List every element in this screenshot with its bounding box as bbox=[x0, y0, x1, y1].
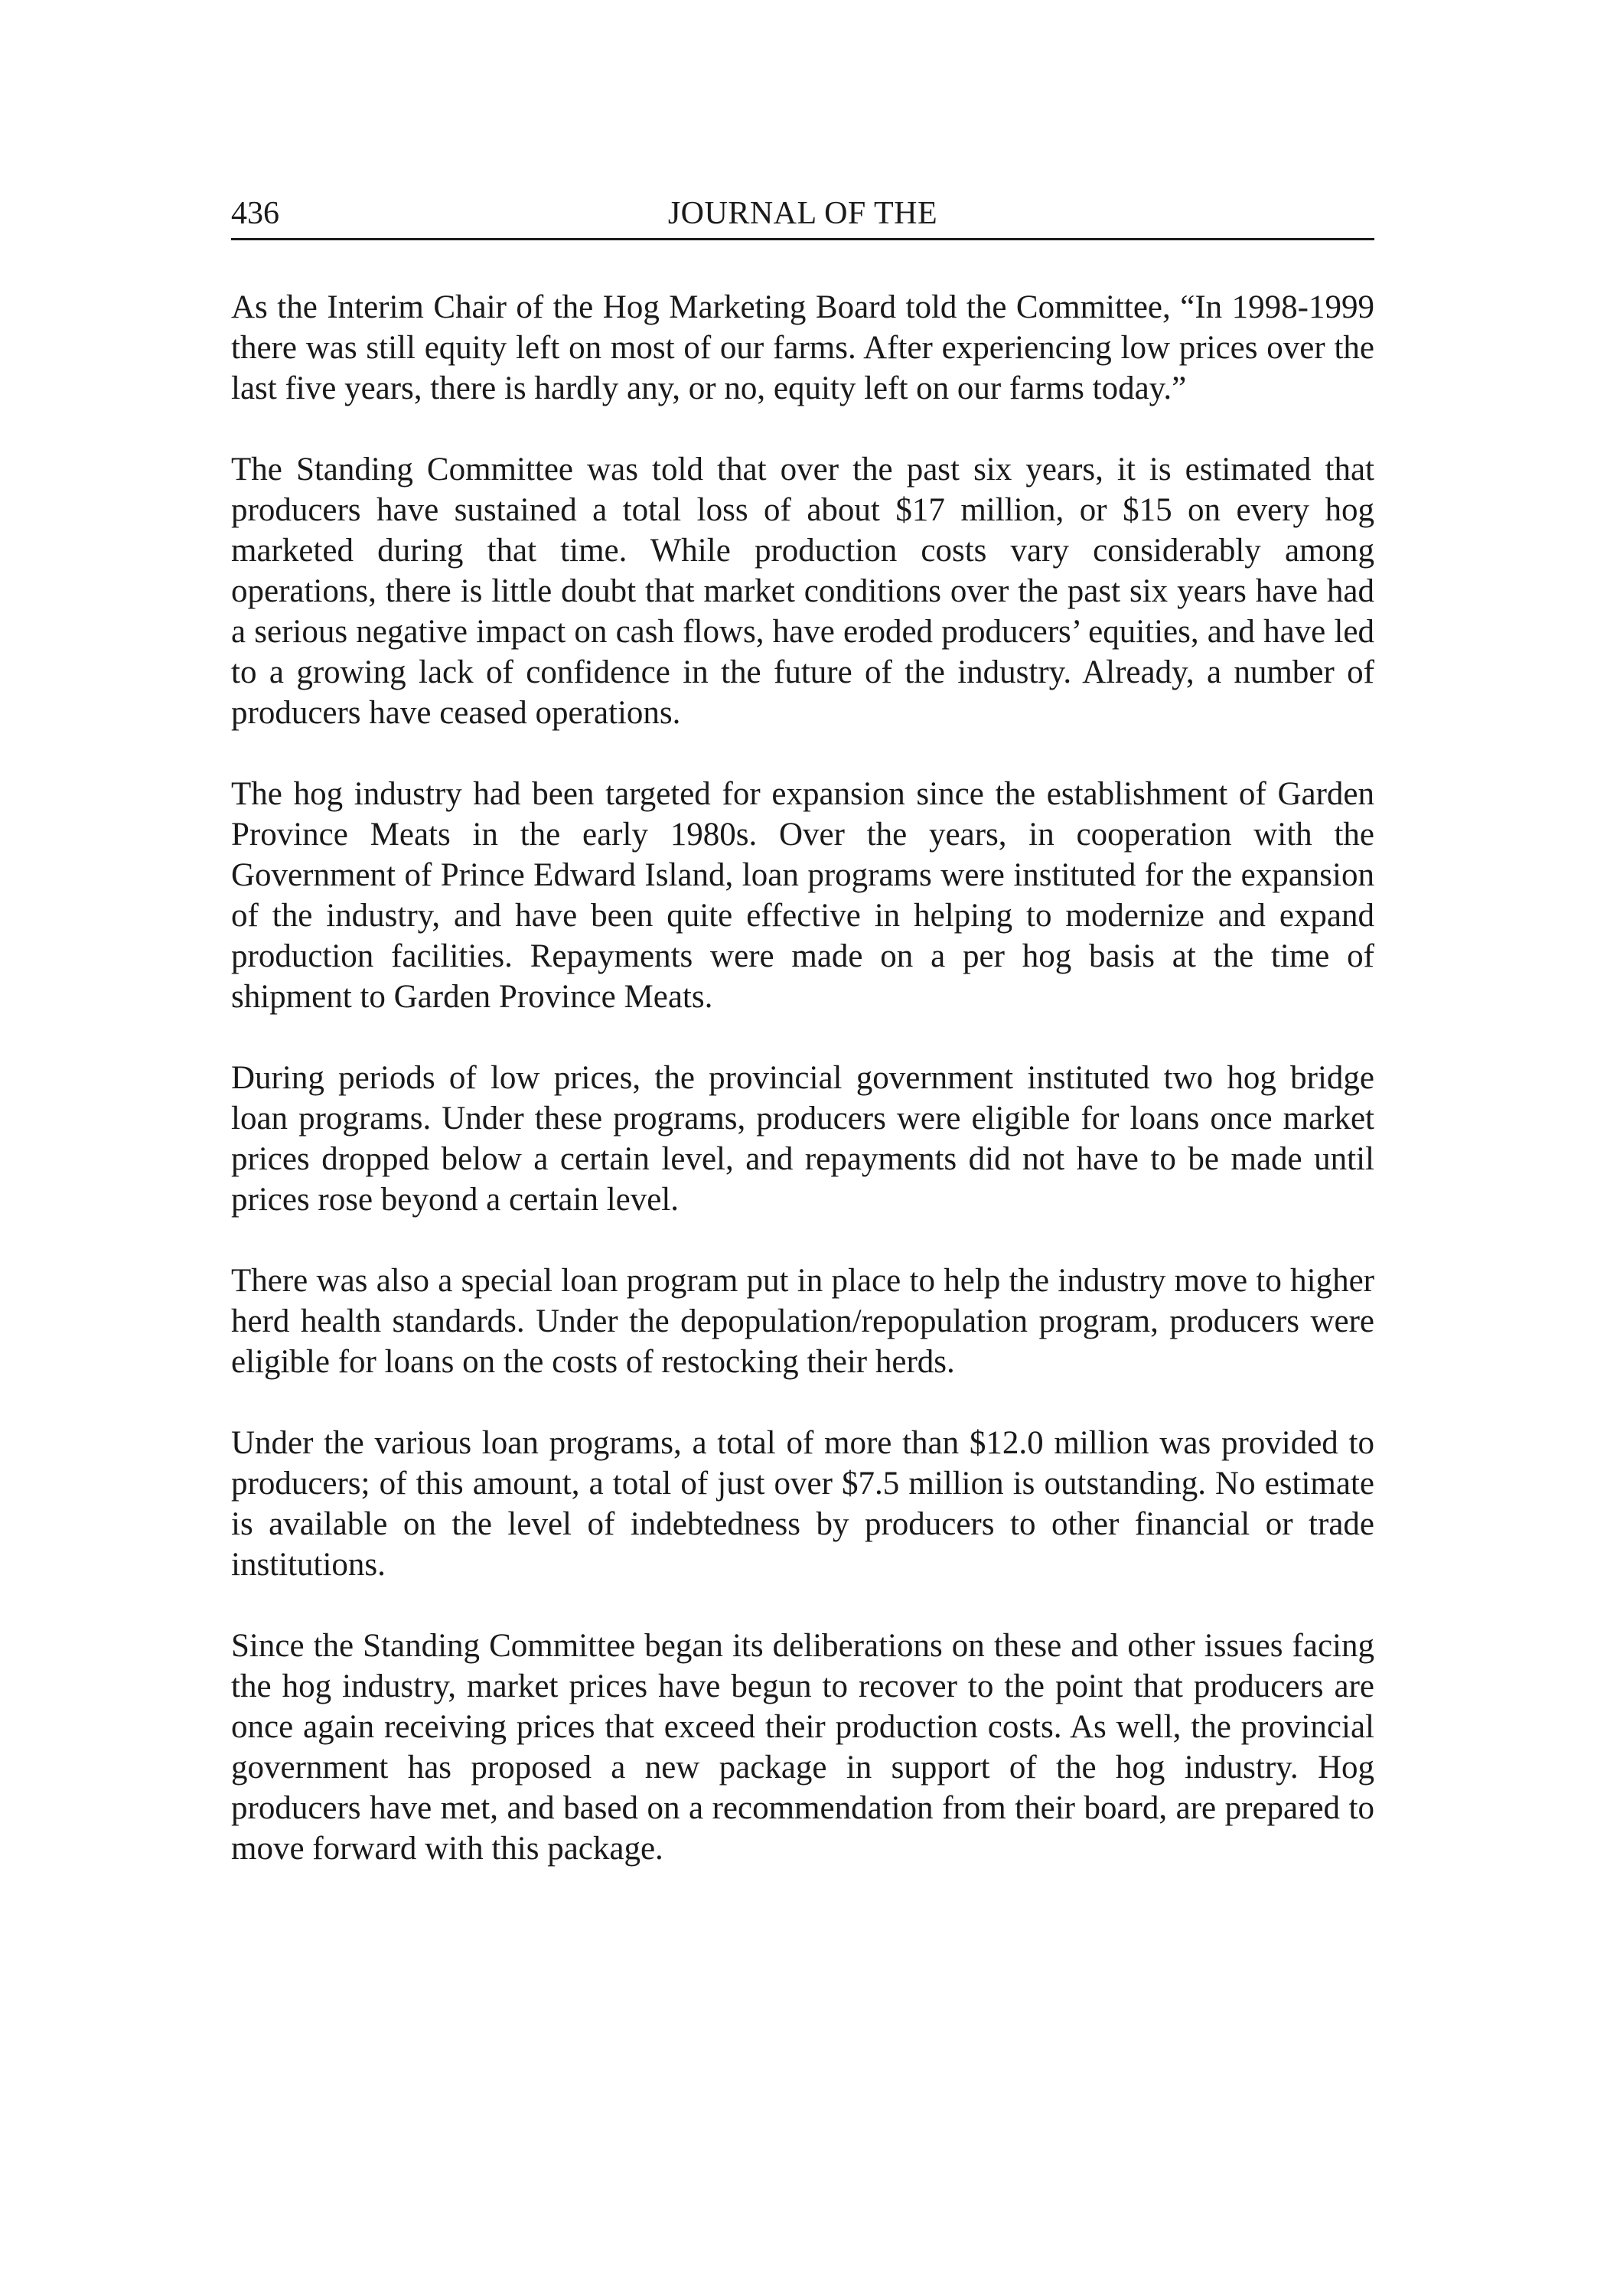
journal-title: JOURNAL OF THE bbox=[667, 196, 938, 231]
running-header bbox=[231, 195, 1374, 240]
paragraph: As the Interim Chair of the Hog Marketing Board told the Committee, “In 1998-1999 there was still equity left on most of our farms. After experiencing low prices over the last five years, there is hardly any, or no, equity left on our farms today.” bbox=[231, 289, 1374, 406]
paragraph: Since the Standing Committee began its deliberations on these and other issues facing the hog industry, market prices have begun to recover to the point that producers are once again receiving prices that exceed their production costs. As well, the provincial government has proposed a new package in support of the hog industry. Hog producers have met, and based on a recommendation from their board, are prepared to move forward with this package. bbox=[231, 1628, 1374, 1867]
paragraph: There was also a special loan program put in place to help the industry move to higher herd health standards. Under the depopulation/repopulation program, producers were eligible for loans on the costs of restocking their herds. bbox=[231, 1263, 1374, 1380]
paragraph: The hog industry had been targeted for expansion since the establishment of Garden Province Meats in the early 1980s. Over the years, in cooperation with the Government of Prince Edward Island, loan programs were instituted for the expansion of the industry, and have been quite effective in helping to modernize and expand production facilities. Repayments were made on a per hog basis at the time of shipment to Garden Province Meats. bbox=[231, 776, 1374, 1015]
body-text bbox=[231, 287, 1374, 1869]
paragraph: The Standing Committee was told that over the past six years, it is estimated that producers have sustained a total loss of about $17 million, or $15 on every hog marketed during that time. While production costs vary considerably among operations, there is little doubt that market conditions over the past six years have had a serious negative impact on cash flows, have eroded producers’ equities, and have led to a growing lack of confidence in the future of the industry. Already, a number of producers have ceased operations. bbox=[231, 452, 1374, 731]
paragraph: Under the various loan programs, a total of more than $12.0 million was provided to producers; of this amount, a total of just over $7.5 million is outstanding. No estimate is available on the level of indebtedness by producers to other financial or trade institutions. bbox=[231, 1425, 1374, 1583]
paragraph: During periods of low prices, the provincial government instituted two hog bridge loan programs. Under these programs, producers were eligible for loans once market prices dropped below a certain level, and repayments did not have to be made until prices rose beyond a certain level. bbox=[231, 1060, 1374, 1218]
document-page bbox=[231, 195, 1374, 1910]
page-number: 436 bbox=[231, 196, 279, 231]
